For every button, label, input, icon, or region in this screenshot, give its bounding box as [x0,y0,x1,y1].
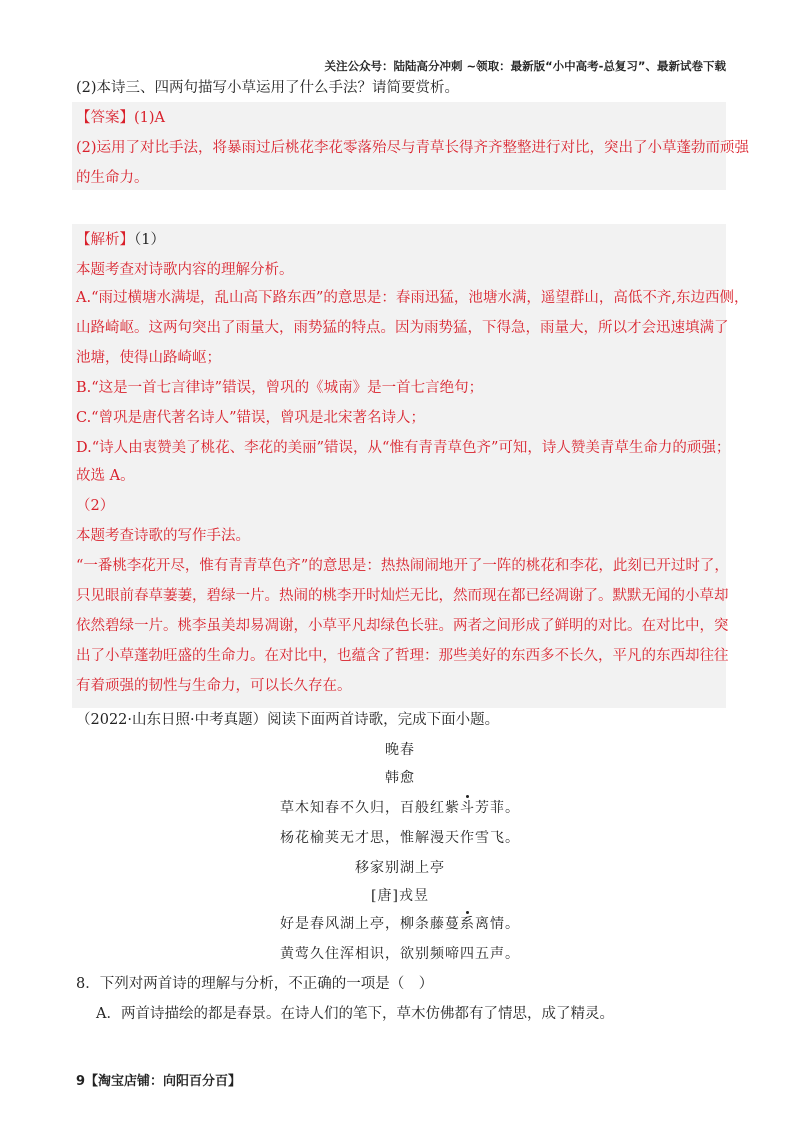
analysis-part-2-line-1: “一番桃李花开尽，惟有青青草色齐”的意思是：热热闹闹地开了一阵的桃花和李花，此刻已开过时了， [76,558,729,574]
poem-2-author: [唐]戎昱 [371,888,429,904]
poem-1-line-1 [0,798,800,818]
poem-1-line-1-a: 草木知春不久归，百般红紫 [280,800,460,816]
analysis-tag: 【解析】 [76,232,134,248]
emphasis-char-xi: 系 [460,916,475,932]
analysis-part-2-line-3: 依然碧绿一片。桃李虽美却易凋谢，小草平凡却绿色长驻。两者之间形成了鲜明的对比。在对比中，突 [76,618,729,634]
poem-1-line-1-b: 芳菲。 [475,800,520,816]
shop-label: 【淘宝店铺：向阳百分百】 [85,1074,242,1089]
poem-2-line-1 [0,914,800,934]
question-8-option-a: A．两首诗描绘的都是春景。在诗人们的笔下，草木仿佛都有了情思，成了精灵。 [96,1006,614,1022]
answer-tag: 【答案】 [76,110,134,126]
answer-part-2-line-2: 的生命力。 [76,170,149,186]
analysis-part-2-line-5: 有着顽强的韧性与生命力，可以长久存在。 [76,678,352,694]
analysis-option-a-line-3: 池塘，使得山路崎岖； [76,350,221,366]
footer [76,1070,241,1089]
analysis-intro-2: 本题考查诗歌的写作手法。 [76,528,250,544]
analysis-part-2-label: （2） [76,498,115,514]
analysis-intro-1: 本题考查对诗歌内容的理解分析。 [76,262,294,278]
analysis-option-a-line-2: 山路崎岖。这两句突出了雨量大，雨势猛的特点。因为雨势猛，下得急，雨量大，所以才会迅速填满了 [76,320,729,336]
poem-2-line-1-a: 好是春风湖上亭，柳条藤蔓 [280,916,460,932]
question-2-text: (2)本诗三、四两句描写小草运用了什么手法？请简要赏析。 [76,80,460,96]
analysis-part-2-line-4: 出了小草蓬勃旺盛的生命力。在对比中，也蕴含了哲理：那些美好的东西多不长久，平凡的东西却往往 [76,648,729,664]
page-number: 9 [76,1074,86,1089]
poem-1-author: 韩愈 [385,770,415,786]
analysis-option-c: C.“曾巩是唐代著名诗人”错误，曾巩是北宋著名诗人； [76,410,426,426]
analysis-option-d-line-1: D.“诗人由衷赞美了桃花、李花的美丽”错误，从“惟有青青草色齐”可知，诗人赞美青草生命力的顽强； [76,440,731,456]
answer-line-1 [76,108,165,128]
question-source: （2022·山东日照·中考真题）阅读下面两首诗歌，完成下面小题。 [76,712,500,728]
analysis-option-d-line-2: 故选 A。 [76,468,135,484]
poem-1-line-2: 杨花榆荚无才思，惟解漫天作雪飞。 [280,830,520,846]
poem-2-line-1-b: 离情。 [475,916,520,932]
question-8-text: 8．下列对两首诗的理解与分析，不正确的一项是（ ） [76,976,434,992]
analysis-line-1 [76,230,165,250]
analysis-option-b: B.“这是一首七言律诗”错误，曾巩的《城南》是一首七言绝句； [76,380,484,396]
analysis-part-2-line-2: 只见眼前春草萋萋，碧绿一片。热闹的桃李开时灿烂无比，然而现在都已经凋谢了。默默无闻的小草却 [76,588,729,604]
poem-1-title: 晚春 [385,742,415,758]
analysis-option-a-line-1: A.“雨过横塘水满堤，乱山高下路东西”的意思是：春雨迅猛，池塘水满，遥望群山，高低不齐,东边西侧， [76,290,749,306]
analysis-part-1-label: （1） [134,232,165,248]
header-promo-note: 关注公众号：陆陆高分冲刺 ~领取：最新版“小中高考-总复习”、最新试卷下载 [324,59,726,73]
answer-part-2-line-1: (2)运用了对比手法，将暴雨过后桃花李花零落殆尽与青草长得齐齐整整进行对比，突出了小草蓬勃而顽强 [76,140,750,156]
poem-2-line-2: 黄莺久住浑相识，欲别频啼四五声。 [280,946,520,962]
poem-2-title: 移家别湖上亭 [355,860,445,876]
emphasis-char-dou: 斗 [460,800,475,816]
answer-part-1: (1)A [134,110,166,126]
